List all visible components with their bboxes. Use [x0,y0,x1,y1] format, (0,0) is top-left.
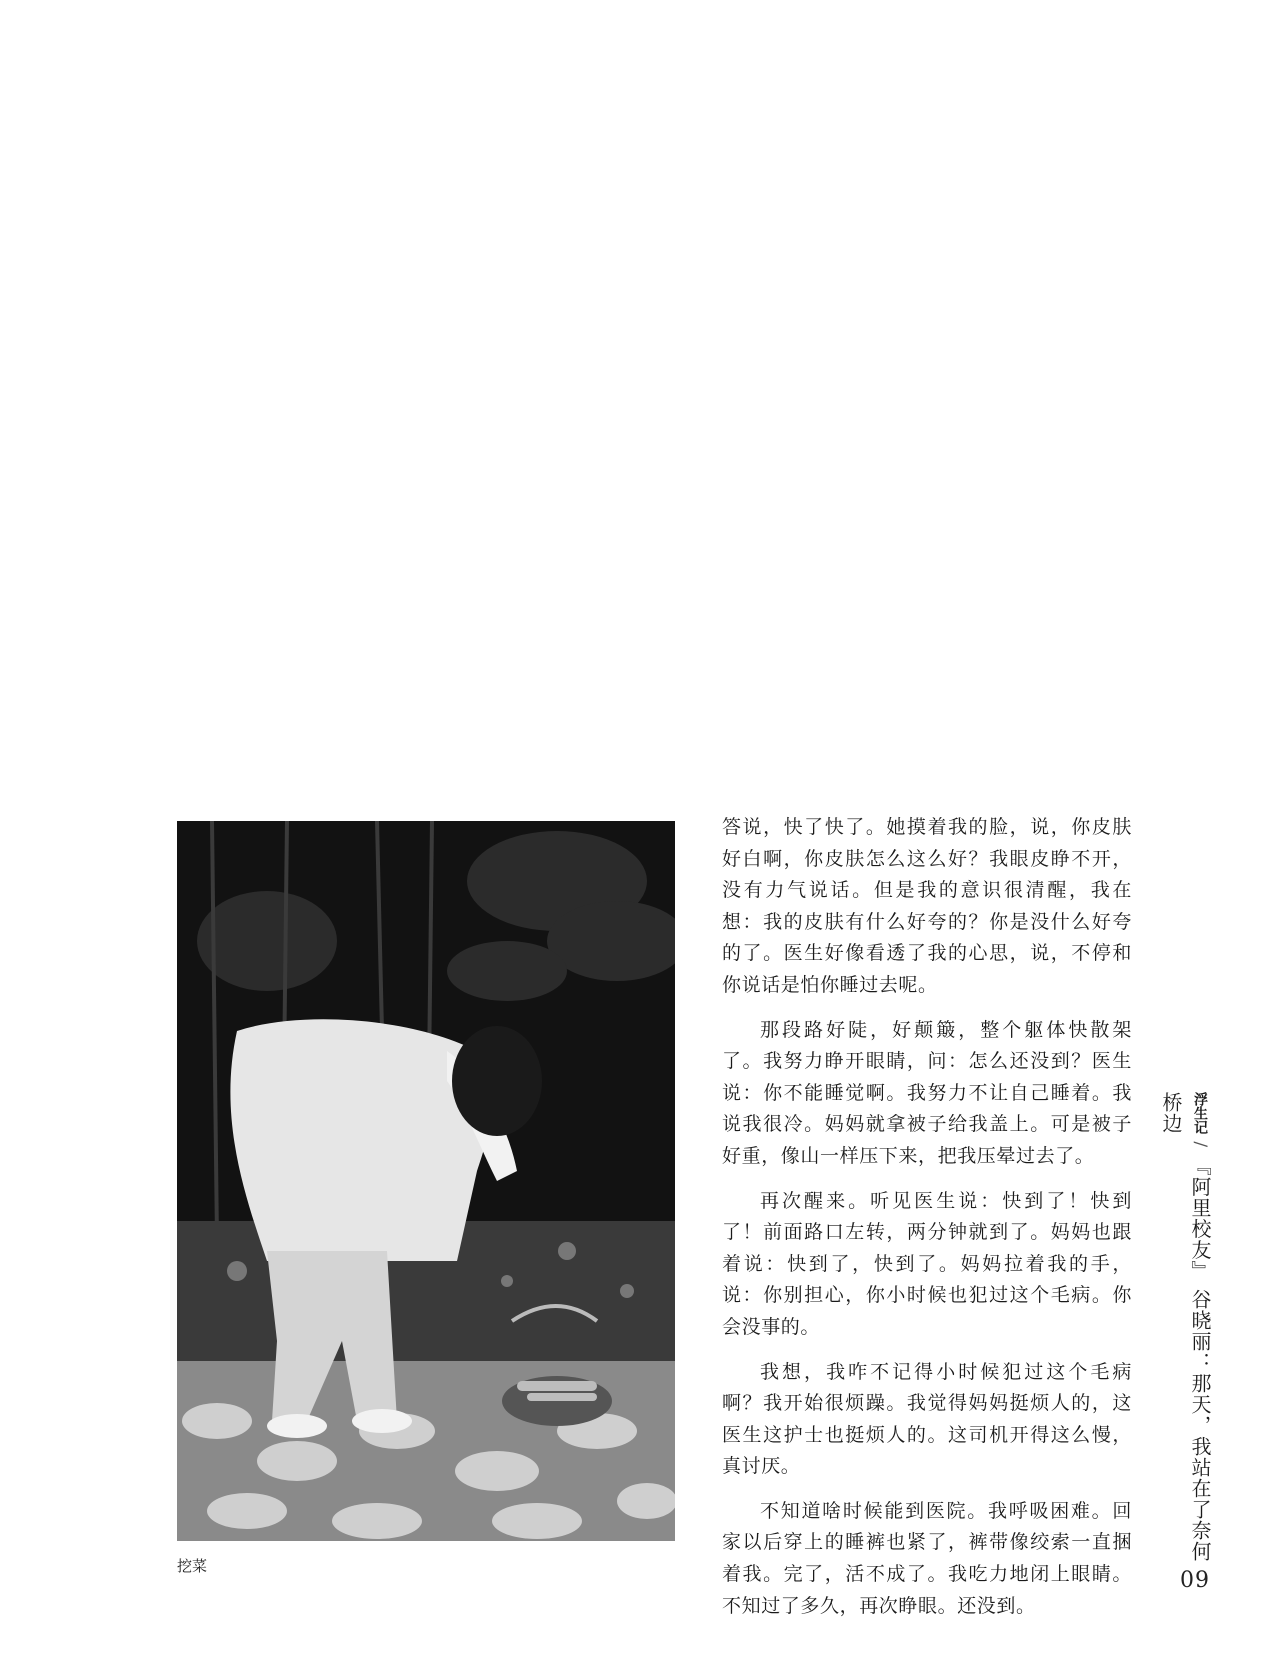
article-photo [177,821,675,1541]
article-paragraph: 那段路好陡，好颠簸，整个躯体快散架了。我努力睁开眼睛，问：怎么还没到？医生说：你不能睡觉啊。我努力不让自己睡着。我说我很冷。妈妈就拿被子给我盖上。可是被子好重，像山一样压下来，把我压晕过去了。 [722,1018,1132,1167]
page-number: 09 [1180,1568,1210,1593]
photo-caption: 挖菜 [177,1557,208,1575]
article-paragraph: 不知道啥时候能到医院。我呼吸困难。回家以后穿上的睡裤也紧了，裤带像绞索一直捆着我。完了，活不成了。我吃力地闭上眼睛。不知过了多久，再次睁眼。还没到。 [722,1499,1132,1617]
article-body [722,812,1132,1635]
running-head [1159,1092,1215,1562]
article-title: 谷晓丽：那天，我站在了奈何桥边 [1159,1092,1212,1562]
article-paragraph: 我想，我咋不记得小时候犯过这个毛病啊？我开始很烦躁。我觉得妈妈挺烦人的，这医生这护士也挺烦人的。这司机开得这么慢，真讨厌。 [722,1360,1132,1478]
column-name: 『阿里校友』 [1188,1155,1212,1282]
article-paragraph: 再次醒来。听见医生说：快到了！快到了！前面路口左转，两分钟就到了。妈妈也跟着说：快到了，快到了。妈妈拉着我的手，说：你别担心，你小时候也犯过这个毛病。你会没事的。 [722,1189,1132,1338]
section-name: 浮生记 [1192,1092,1208,1134]
separator: / [1190,1141,1210,1149]
article-paragraph: 答说，快了快了。她摸着我的脸，说，你皮肤好白啊，你皮肤怎么这么好？我眼皮睁不开，没有力气说话。但是我的意识很清醒，我在想：我的皮肤有什么好夸的？你是没什么好夸的了。医生好像看透了我的心思，说，不停和你说话是怕你睡过去呢。 [722,816,1132,996]
garden-photo-illustration [177,821,675,1541]
